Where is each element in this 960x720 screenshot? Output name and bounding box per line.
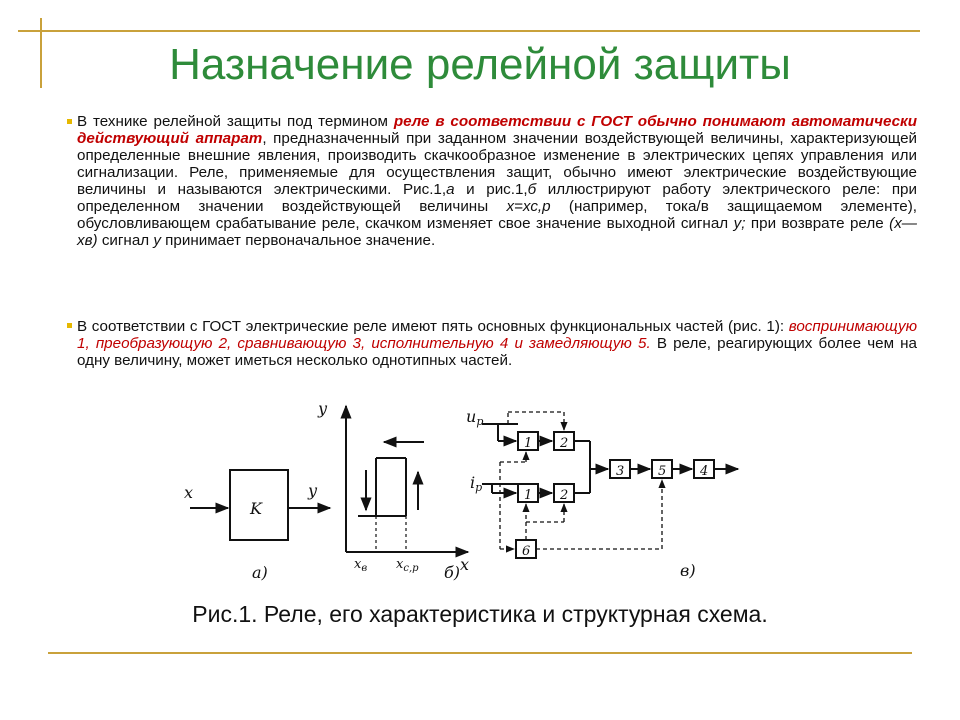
p1-text: сигнал	[97, 232, 154, 249]
figure-caption: Рис.1. Реле, его характеристика и структурная схема.	[192, 601, 768, 627]
p1-text: , предназначенный при заданном значении воздействующей величины, характеризующей определенные внешние явления, производить скачкообразное изменение в электрических цепях управления или сигнализации. Реле, применяемые для осуществления защит, обычно имеют электрические воздействующие величины и называются электрическими. Рис.1,	[77, 130, 917, 198]
p1-italic: а	[446, 181, 455, 198]
bottom-rule	[48, 652, 912, 654]
p1-text: (например, тока/в защищаемом элементе), обусловливающем срабатывание реле, скачком изменяет свое значение выходной сигнал	[77, 198, 917, 232]
b-caption: б)	[444, 563, 461, 582]
p1-text: В технике релейной защиты под термином	[77, 113, 394, 130]
relay-figure	[170, 392, 760, 592]
p1-italic: у	[153, 232, 161, 249]
paragraph-1	[77, 113, 917, 249]
p1-text: при возврате реле	[745, 215, 890, 232]
top-rule	[18, 30, 920, 32]
c-u-label: uр	[466, 407, 484, 428]
bullet-icon	[67, 119, 72, 124]
p1-text: и рис.1,	[454, 181, 528, 198]
c-b1: 1	[524, 436, 533, 451]
b-y-label: y	[318, 399, 328, 418]
c-b7: 4	[700, 464, 709, 479]
b-xv-label: $x_в$	[354, 557, 368, 574]
a-k-label: K	[250, 499, 262, 518]
c-i-label: iр	[470, 473, 483, 494]
p1-italic: б	[527, 181, 537, 198]
a-caption: а)	[252, 563, 268, 582]
bullet-icon	[67, 323, 72, 328]
p1-highlight: реле в соответствии с ГОСТ обычно понимают автоматически действующий аппарат	[77, 113, 917, 147]
slide-title: Назначение релейной защиты	[169, 40, 791, 89]
p2-text: В соответствии с ГОСТ электрические реле имеют пять основных функциональных частей (рис. 1):	[77, 318, 789, 335]
a-y-label: y	[308, 481, 318, 500]
c-b2: 2	[560, 436, 569, 451]
c-b3: 1	[524, 488, 533, 503]
p1-italic: х=хс,р	[506, 198, 551, 215]
b-x-label: x	[460, 555, 470, 574]
c-b8: 6	[522, 544, 531, 559]
p1-italic: (х—хв)	[77, 215, 917, 249]
p1-text: принимает первоначальное значение.	[160, 232, 436, 249]
c-b6: 5	[658, 464, 667, 479]
p1-text: иллюстрируют работу электрического реле: при определенном значении воздействующей величины	[77, 181, 917, 215]
p1-italic: у;	[733, 215, 746, 232]
paragraph-2	[77, 318, 917, 369]
p2-highlight: воспринимающую 1, преобразующую 2, сравнивающую 3, исполнительную 4 и замедляющую 5.	[77, 318, 917, 352]
p2-text: В реле, реагирующих более чем на одну величину, может иметься несколько однотипных частей.	[77, 335, 917, 369]
c-b4: 2	[560, 488, 569, 503]
b-xcr-label: $x_{с,р}$	[396, 557, 419, 574]
a-x-label: x	[184, 483, 194, 502]
c-caption: в)	[680, 561, 696, 580]
c-b5: 3	[616, 464, 625, 479]
